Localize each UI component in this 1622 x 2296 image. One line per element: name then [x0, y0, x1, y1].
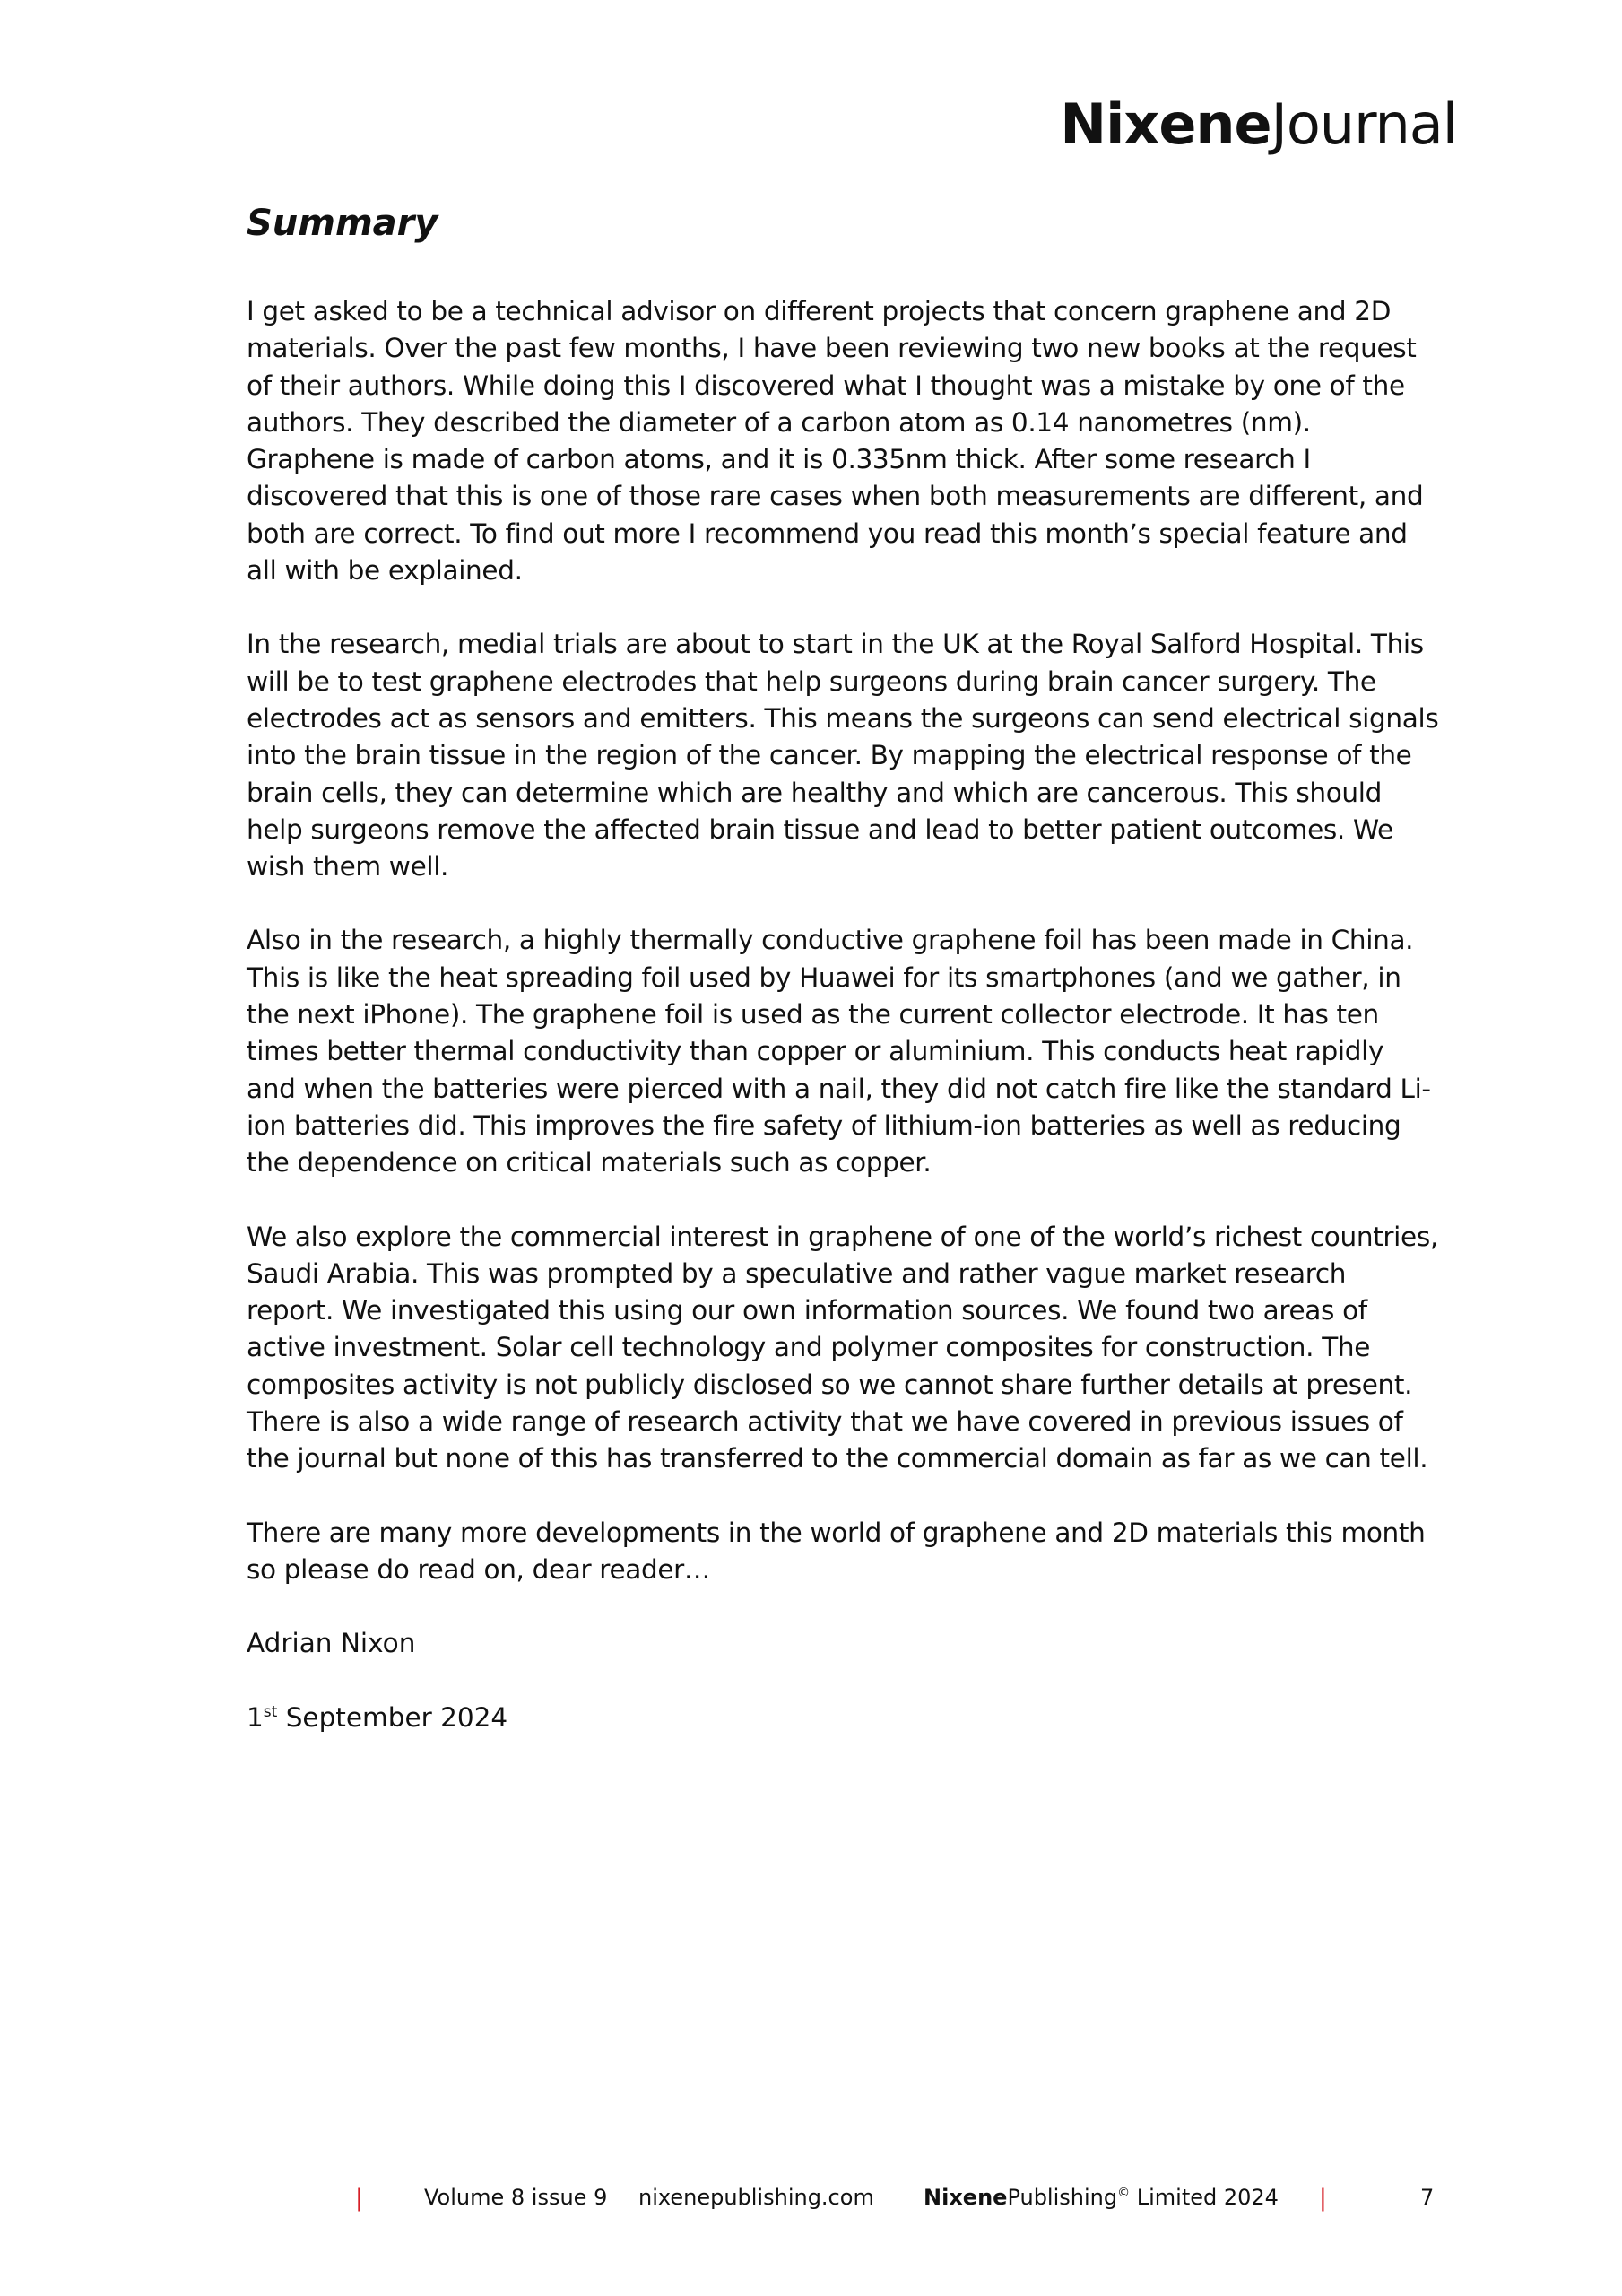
publication-date [247, 1700, 1439, 1736]
footer-separator-left: | [355, 2185, 363, 2212]
footer-publisher [924, 2185, 1279, 2210]
journal-logo [1060, 91, 1457, 157]
paragraph-graphene-foil: Also in the research, a highly thermally conductive graphene foil has been made in China. This is like the heat spreading foil used by Huawei for its smartphones (and we gather, in the next iPhone). The graphene foil is used as the current collector electrode. It has ten times better thermal conductivity than copper or aluminium. This conducts heat rapidly and when the batteries were pierced with a nail, they did not catch fire like the standard Li-ion batteries did. This improves the fire safety of lithium-ion batteries as well as reducing the dependence on critical materials such as copper. [247, 925, 1431, 1178]
paragraph-closing: There are many more developments in the world of graphene and 2D materials this month so please do read on, dear reader… [247, 1517, 1426, 1585]
publisher-bold: Nixene [924, 2185, 1008, 2210]
logo-brand-light: Journal [1271, 91, 1457, 157]
footer-separator-right: | [1319, 2185, 1327, 2212]
footer-volume: Volume 8 issue 9 [424, 2185, 608, 2210]
copyright-mark: © [1117, 2186, 1131, 2200]
publisher-regular: Publishing [1007, 2185, 1118, 2210]
date-suffix: st [263, 1702, 278, 1721]
footer-website-link[interactable]: nixenepublishing.com [638, 2185, 874, 2210]
publisher-rest: Limited 2024 [1130, 2185, 1279, 2210]
page-title: Summary [247, 203, 438, 244]
date-day: 1 [247, 1701, 264, 1733]
logo-brand-bold: Nixene [1060, 91, 1271, 157]
page-number: 7 [1420, 2185, 1435, 2210]
article-body [247, 202, 1439, 1773]
date-month-year: September 2024 [277, 1701, 508, 1733]
paragraph-medical-trials: In the research, medial trials are about to start in the UK at the Royal Salford Hospital. This will be to test graphene electrodes that help surgeons during brain cancer surgery. The electrodes act as sensors and emitters. This means the surgeons can send electrical signals into the brain tissue in the region of the cancer. By mapping the electrical response of the brain cells, they can determine which are healthy and which are cancerous. This should help surgeons remove the affected brain tissue and lead to better patient outcomes. We wish them well. [247, 629, 1439, 883]
paragraph-saudi-arabia: We also explore the commercial interest in graphene of one of the world’s richest countries, Saudi Arabia. This was prompted by a speculative and rather vague market research report. We investigated this using our own information sources. We found two areas of active investment. Solar cell technology and polymer composites for construction. The composites activity is not publicly disclosed so we cannot share further details at present. There is also a wide range of research activity that we have covered in previous issues of the journal but none of this has transferred to the commercial domain as far as we can tell. [247, 1221, 1438, 1474]
page-footer [0, 2185, 1622, 2221]
author-name: Adrian Nixon [247, 1628, 416, 1659]
paragraph-intro: I get asked to be a technical advisor on different projects that concern graphene and 2D materials. Over the past few months, I have been reviewing two new books at the request of their authors. While doing this I discovered what I thought was a mistake by one of the authors. They described the diameter of a carbon atom as 0.14 nanometres (nm). Graphene is made of carbon atoms, and it is 0.335nm thick. After some research I discovered that this is one of those rare cases when both measurements are different, and both are correct. To find out more I recommend you read this month’s special feature and all with be explained. [247, 296, 1424, 587]
